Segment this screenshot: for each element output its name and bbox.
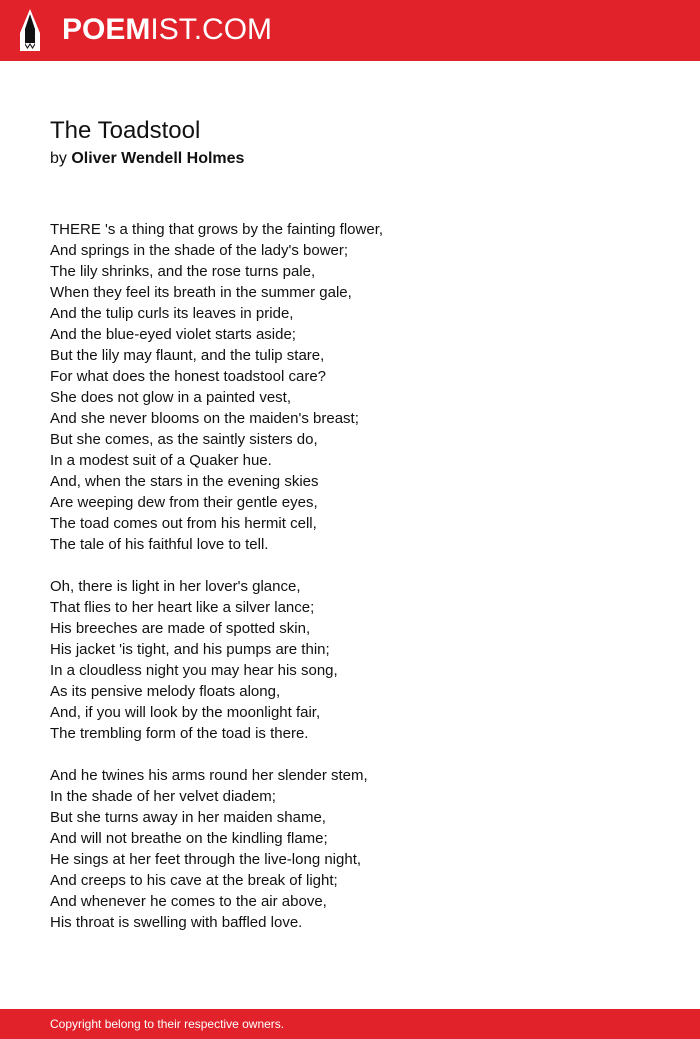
- poem-line: The trembling form of the toad is there.: [50, 725, 309, 742]
- poem-line: That flies to her heart like a silver lance;: [50, 599, 315, 616]
- poem-line: And, when the stars in the evening skies: [50, 473, 319, 490]
- poem-line: And creeps to his cave at the break of light;: [50, 872, 338, 889]
- logo-bold-text: POEM: [62, 13, 151, 46]
- by-label: by: [50, 150, 67, 167]
- poem-line: And springs in the shade of the lady's bower;: [50, 242, 349, 259]
- site-footer: [0, 1009, 700, 1039]
- byline: [50, 149, 244, 169]
- poem-line: And the tulip curls its leaves in pride,: [50, 305, 294, 322]
- stanza: [50, 765, 650, 933]
- poem-line: And she never blooms on the maiden's breast;: [50, 410, 359, 427]
- copyright-text: Copyright belong to their respective owners.: [50, 1017, 285, 1031]
- logo-light-text: IST.COM: [150, 13, 273, 46]
- poem-line: When they feel its breath in the summer gale,: [50, 284, 352, 301]
- poem-line: And the blue-eyed violet starts aside;: [50, 326, 296, 343]
- poem-line: In a modest suit of a Quaker hue.: [50, 452, 272, 469]
- author-name: Oliver Wendell Holmes: [71, 150, 245, 167]
- poem-line: She does not glow in a painted vest,: [50, 389, 291, 406]
- poem-line: The tale of his faithful love to tell.: [50, 536, 269, 553]
- site-logo[interactable]: [62, 12, 272, 48]
- stanza-divider: [50, 744, 650, 765]
- poem-line: And whenever he comes to the air above,: [50, 893, 327, 910]
- stanza: [50, 219, 650, 555]
- poem-line: But she turns away in her maiden shame,: [50, 809, 326, 826]
- site-header: [0, 0, 700, 61]
- poem-line: But the lily may flaunt, and the tulip stare,: [50, 347, 325, 364]
- poem-line: His breeches are made of spotted skin,: [50, 620, 311, 637]
- poem-line: And, if you will look by the moonlight fair,: [50, 704, 321, 721]
- poem-line: Oh, there is light in her lover's glance,: [50, 578, 301, 595]
- poem-body: [50, 219, 650, 933]
- poem-line: And will not breathe on the kindling flame;: [50, 830, 328, 847]
- poem-line: The lily shrinks, and the rose turns pale,: [50, 263, 316, 280]
- poem-line: In the shade of her velvet diadem;: [50, 788, 276, 805]
- poem-line: He sings at her feet through the live-long night,: [50, 851, 362, 868]
- poem-line: And he twines his arms round her slender stem,: [50, 767, 368, 784]
- poem-line: As its pensive melody floats along,: [50, 683, 281, 700]
- poem-line: In a cloudless night you may hear his song,: [50, 662, 338, 679]
- stanza: [50, 576, 650, 744]
- poem-line: The toad comes out from his hermit cell,: [50, 515, 317, 532]
- poem-line: His throat is swelling with baffled love.: [50, 914, 303, 931]
- stanza-divider: [50, 555, 650, 576]
- poem-line: THERE 's a thing that grows by the fainting flower,: [50, 221, 384, 238]
- poem-line: For what does the honest toadstool care?: [50, 368, 327, 385]
- poem-line: Are weeping dew from their gentle eyes,: [50, 494, 318, 511]
- poem-line: His jacket 'is tight, and his pumps are thin;: [50, 641, 330, 658]
- poem-title: The Toadstool: [50, 117, 201, 144]
- pen-nib-icon[interactable]: [18, 9, 42, 51]
- poem-line: But she comes, as the saintly sisters do,: [50, 431, 318, 448]
